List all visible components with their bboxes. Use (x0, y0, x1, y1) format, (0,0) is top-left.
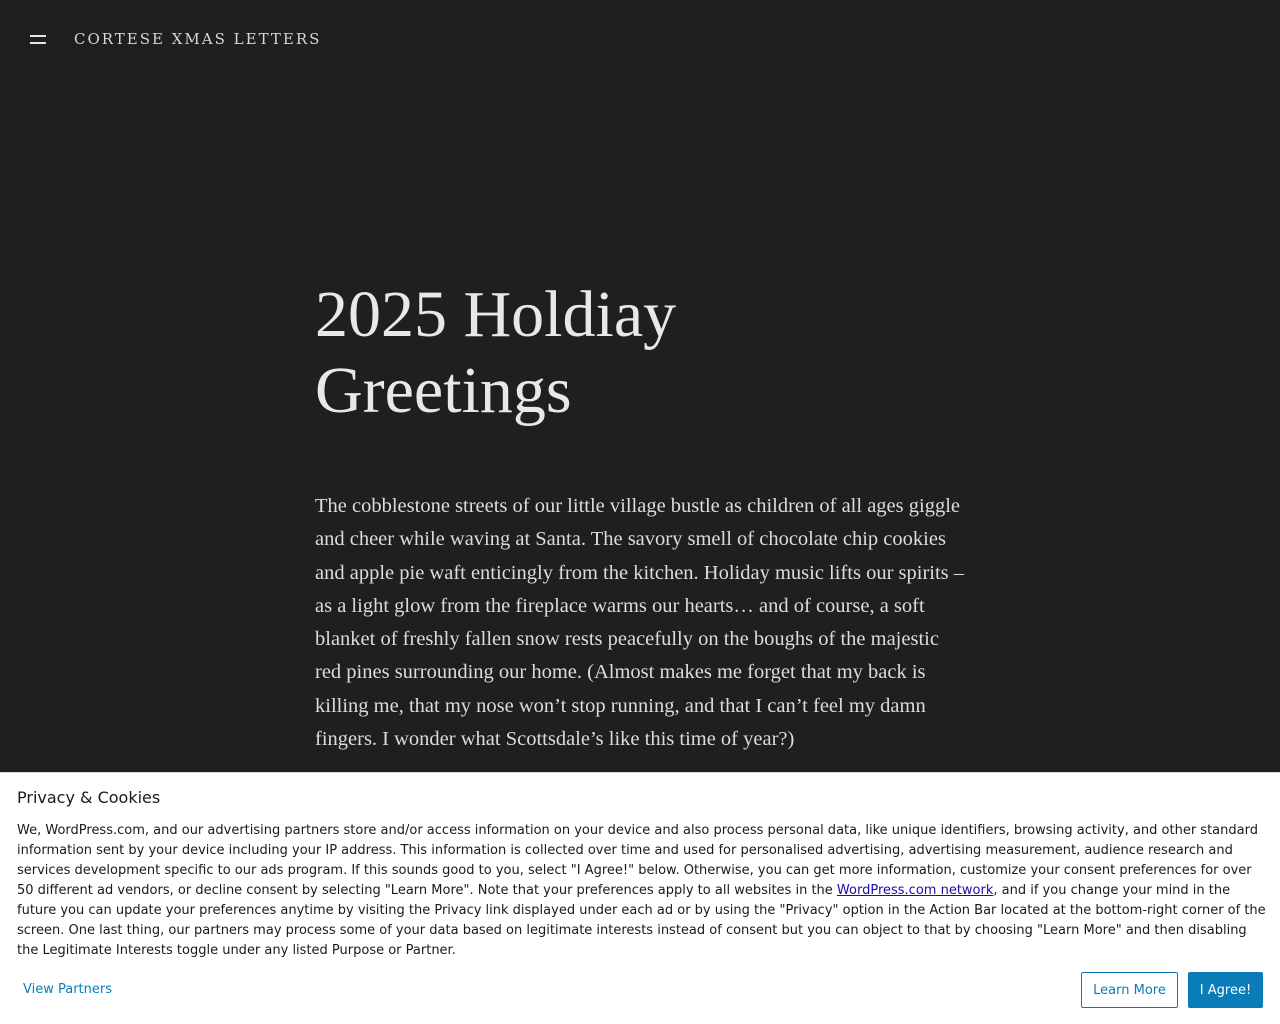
post-title: 2025 Holdiay Greetings (315, 278, 677, 427)
cookie-text-part-2: , and if you change your mind in the future you can update your preferences anytime by visiting the Privacy link displayed under each ad or by using the "Privacy" option in the Action Bar located at the bottom-right corner of the screen. One last thing, our partners may process some of your data based on legitimate interests instead of consent but you can object to that by choosing "Learn More" and then disabling the Legitimate Interests toggle under any listed Purpose or Partner. (17, 883, 1266, 958)
learn-more-button[interactable]: Learn More (1081, 972, 1178, 1008)
cookie-consent-banner (0, 772, 1280, 1024)
cookie-banner-heading: Privacy & Cookies (17, 788, 161, 807)
site-header (0, 0, 1280, 80)
wordpress-network-link[interactable]: WordPress.com network (836, 883, 994, 898)
hamburger-menu-icon[interactable] (30, 33, 46, 45)
menu-line-top (30, 35, 46, 37)
site-title[interactable]: CORTESE XMAS LETTERS (74, 30, 322, 48)
view-partners-link[interactable]: View Partners (23, 982, 113, 997)
menu-line-bottom (30, 42, 46, 44)
cookie-banner-text (17, 821, 1267, 961)
cookie-text-part-1: We, WordPress.com, and our advertising partners store and/or access information on your device and also process personal data, like unique identifiers, browsing activity, and other standard information sent by your device including your IP address. This information is collected over time and used for personalised advertising, advertising measurement, audience research and services development specific to our ads program. If this sounds good to you, select "I Agree!" below. Otherwise, you can get more information, customize your consent preferences for over 50 different ad vendors, or decline consent by selecting "Learn More". Note that your preferences apply to all websites in the (17, 823, 1258, 898)
post-body-paragraph: The cobblestone streets of our little village bustle as children of all ages giggle and cheer while waving at Santa. The savory smell of chocolate chip cookies and apple pie waft enticingly from the kitchen. Holiday music lifts our spirits – as a light glow from the fireplace warms our hearts… and of course, a soft blanket of freshly fallen snow rests peacefully on the boughs of the majestic red pines surrounding our home. (Almost makes me forget that my back is killing me, that my nose won’t stop running, and that I can’t feel my damn fingers. I wonder what Scottsdale’s like this time of year?) (315, 495, 965, 751)
agree-button[interactable]: I Agree! (1188, 972, 1263, 1008)
